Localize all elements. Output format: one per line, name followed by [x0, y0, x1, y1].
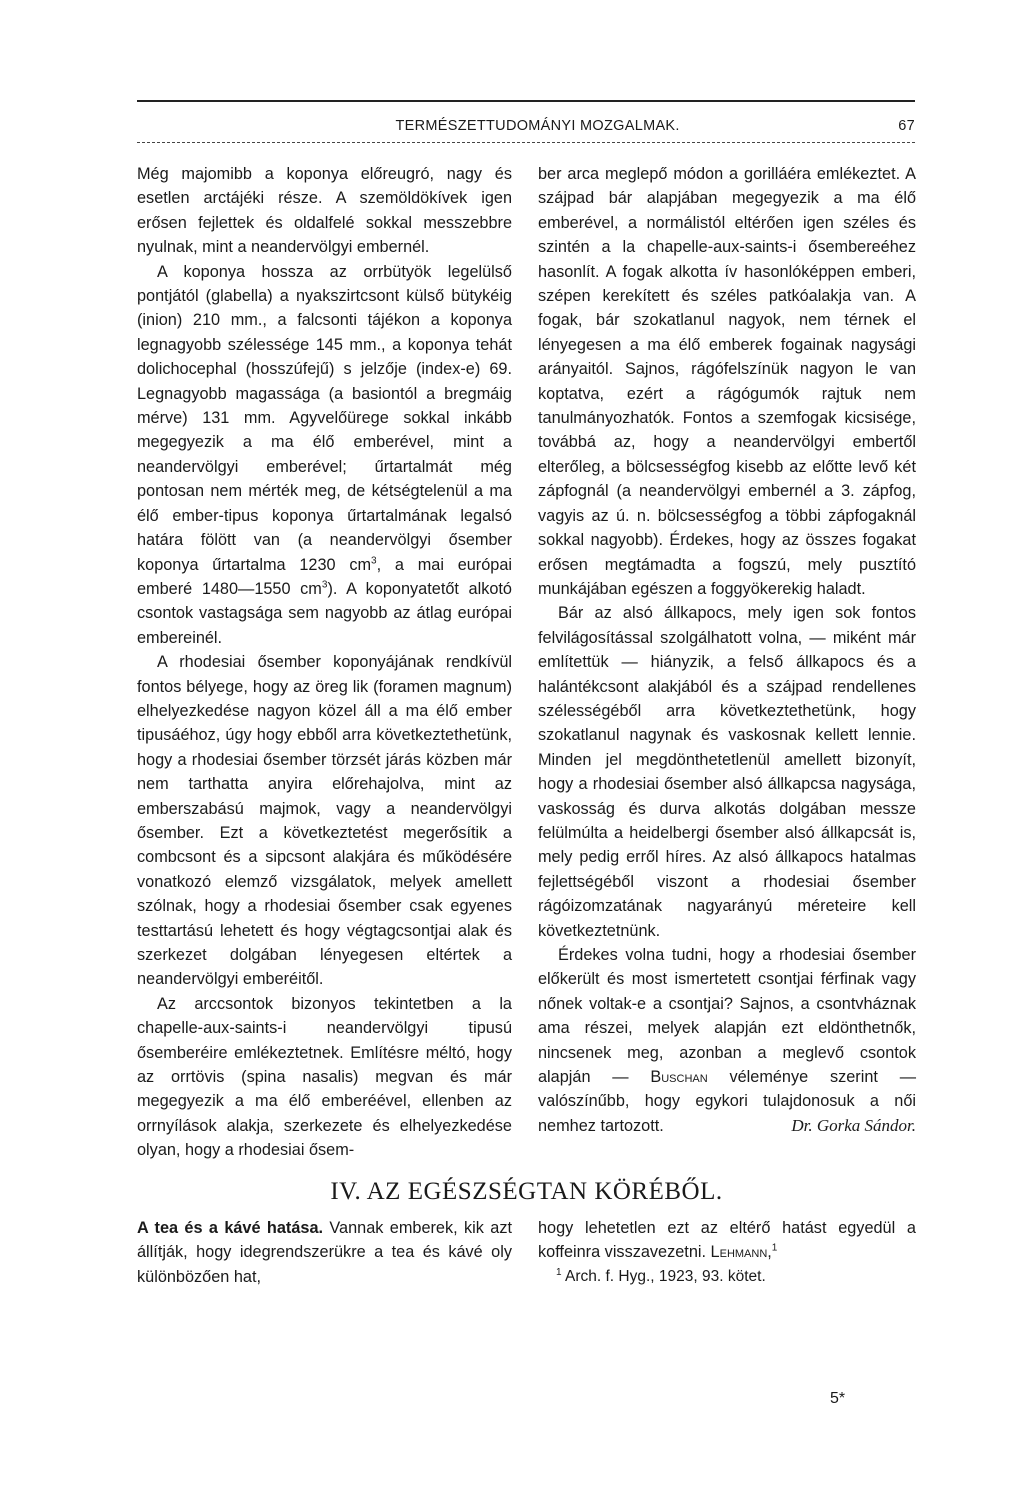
paragraph: Az arccsontok bizonyos tekintetben a la chapelle-aux-saints-i neandervölgyi tipusú ősemberéire emlékeztetnek. Említésre méltó, hogy az orrtövis (spina nasalis) megvan és már megegyezik a ma élő emberéével, ellenben az orrnyílások alakja, szerkezete és elhelyezkedése olyan, hogy a rhodesiai ősem- [137, 994, 512, 1160]
article-lead: A tea és a kávé hatása. [137, 1219, 324, 1237]
author-name: Lehmann, [710, 1243, 772, 1262]
paragraph: A koponya hossza az orrbütyök legelülső pontjától (glabella) a nyakszirtcsont külső bütykéig (inion) 210 mm., a falcsonti tájékon a koponya legnagyobb szélessége 145 mm., a koponya tehát dolichocephal (hosszúfejű) s jelzője (index-e) 69. Legnagyobb magassága (a basiontól a bregmáig mérve) 131 mm. Agyvelőürege sokkal inkább megegyezik a ma élő emberével, mint a neandervölgyi emberével; űrtartalmát még pontosan nem mérték meg, de kétségtelenül a ma élő ember-tipus koponya űrtartalmának legalsó határa fölött van (a neandervölgyi ősember koponya űrtartalma 1230 $cm^3$, a mai európai emberé 1480—1550 $cm^3$). A koponyatetőt alkotó csontok vastagsága sem nagyobb az átlag európai embereinél. [137, 262, 513, 647]
header-rule [137, 142, 915, 143]
paragraph: Érdekes volna tudni, hogy a rhodesiai ősember előkerült és most ismertetett csontjai férfinak vagy nőnek voltak-e a csontjai? Sajnos, a csontvháznak ama részei, melyek alapján ezt eldönthetnők, nincsenek meg, azonban a meglevő csontok alapján — Buschan véleménye szerint — valószínűbb, hogy egykori tulajdonosuk a női nemhez tartozott. Dr. Gorka Sándor. [538, 943, 916, 1138]
running-header [137, 100, 915, 134]
paragraph: hogy lehetetlen ezt az eltérő hatást egyedül a koffeinra visszavezetni. Lehmann,$^1$ [538, 1219, 916, 1262]
author-name: Buschan [650, 1068, 708, 1087]
left-column [137, 162, 512, 1163]
right-column [538, 162, 916, 1138]
paragraph: ber arca meglepő módon a gorilláéra emlékeztet. A szájpad bár alapjában megegyezik a ma élő emberével, a normálistól eltérően igen széles és szintén a la chapelle-aux-saints-i ősembereéhez hasonlít. A fogak alkotta ív hasonlóképpen emberi, szépen kerekített és széles patkóalakja van. A fogak, bár szokatlanul nagyok, nem térnek el lényegesen a ma élő emberek fogainak nagysági arányaitól. Sajnos, rágófelszínük nagyon le van koptatva, ezért a rágógumók rajtuk nem tanulmányozhatók. Fontos a szemfogak kicsisége, továbbá az, hogy a neandervölgyi embertől elterőleg, a bölcsességfog kisebb az előtte levő két zápfognál (a neandervölgyi embernél a 3. zápfog, vagyis az ú. n. bölcsességfog a többi zápfogaknál sokkal nagyobb). Érdekes, hogy az összes fogakat erősen megtámadta a fogszú, mely pusztító munkájában egészen a foggyökerekig haladt. [538, 165, 916, 598]
signature-mark: 5* [830, 1390, 846, 1407]
page-number: 67 [898, 118, 915, 134]
section-title: IV. AZ EGÉSZSÉGTAN KÖRÉBŐL. [330, 1178, 723, 1205]
signature: Dr. Gorka Sándor. [791, 1115, 916, 1135]
bottom-right-column [538, 1216, 916, 1289]
paragraph: A tea és a kávé hatása. Vannak emberek, kik azt állítják, hogy idegrendszerükre a tea és kávé oly különbözően hat, [137, 1219, 513, 1286]
paragraph: Bár az alsó állkapocs, mely igen sok fontos felvilágosítással szolgálhatott volna, — miként már említettük — hiányzik, a felső állkapocs és a halántékcsont alakjából és a szájpad rendellenes szélességéből arra következtethetünk, hogy szokatlanul nagynak és vaskosnak kellett lennie. Minden jel megdönthetetlenül amellett bizonyít, hogy a rhodesiai ősember alsó állkapcsa nagysága, vaskosság és durva alkotás dolgában messze felülmúlta a heidelbergi ősember alsó állkapcsát is, mely pedig erről híres. Az alsó állkapocs hatalmas fejlettségéből viszont a rhodesiai ősember rágóizomzatának nagyarányú méreteire kell következtetnünk. [538, 604, 916, 940]
paragraph: Még majomibb a koponya előreugró, nagy és esetlen arctájéki része. A szemöldökívek igen erősen fejlettek és oldalfelé sokkal messzebbre nyulnak, mint a neandervölgyi embernél. [137, 165, 512, 257]
paragraph: A rhodesiai ősember koponyájának rendkívül fontos bélyege, hogy az öreg lik (foramen magnum) elhelyezkedése nagyon közel áll a ma élő ember tipusáéhoz, úgy hogy ebből arra következtethetünk, hogy a rhodesiai ősember törzsét járás közben már nem tarthatta anyira előrehajolva, mint az emberszabású majmok, vagy a neandervölgyi ősember. Ezt a következtetést megerősítik a combcsont és a sipcsont alakjára és működésére vonatkozó elemző vizsgálatok, melyek amellett szólnak, hogy a rhodesiai ősember csak egyenes testtartású lehetett és hogy végtagcsontjai alak és szerkezet dolgában lényegesen eltértek a neandervölgyi emberéitől. [137, 653, 512, 989]
running-title: TERMÉSZETTUDOMÁNYI MOZGALMAK. [395, 118, 680, 134]
footnote: $^1$ Arch. f. Hyg., 1923, 93. kötet. [556, 1266, 766, 1285]
bottom-left-column [137, 1216, 512, 1289]
